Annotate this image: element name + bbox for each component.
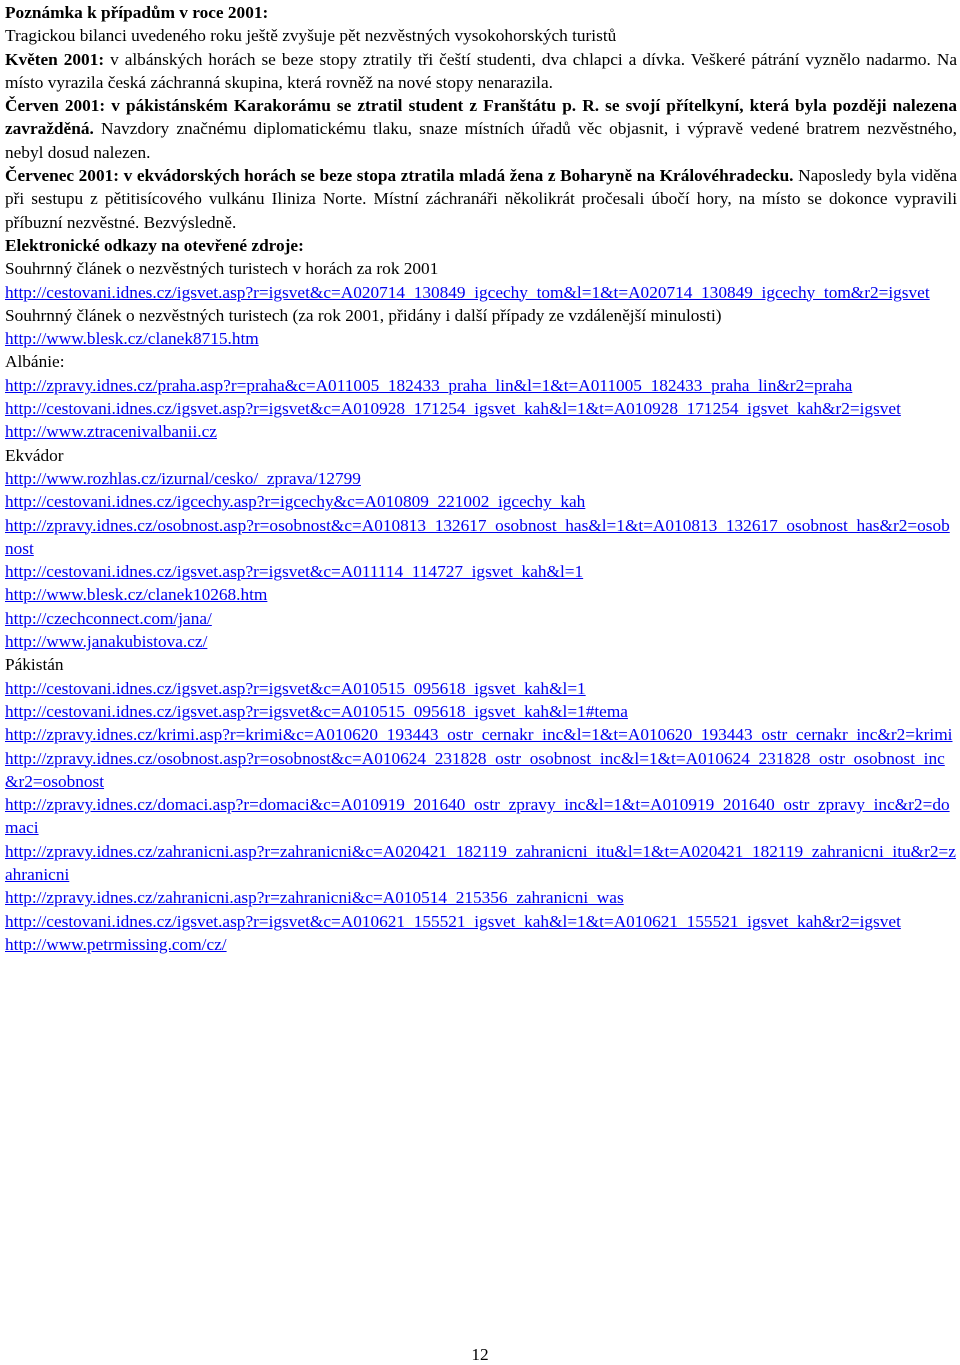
ecuador-link-1[interactable]: http://www.rozhlas.cz/izurnal/cesko/_zprava/12799 — [5, 468, 361, 488]
ecuador-link-4[interactable]: http://cestovani.idnes.cz/igsvet.asp?r=igsvet&c=A011114_114727_igsvet_kah&l=1 — [5, 562, 584, 582]
case-june-paragraph — [5, 94, 957, 164]
case-july-text: Naposledy byla viděna při sestupu z pětitisícového vulkánu Iliniza Norte. Místní záchranáři několikrát pročesali úbočí hory, na místo se dokonce vypravili příbuzní nezvěstné. Bezvýsledně. — [5, 166, 957, 232]
albania-link-3[interactable]: http://www.ztracenivalbanii.cz — [5, 422, 217, 442]
case-july-label: Červenec 2001: — [5, 166, 119, 186]
case-may-label: Květen 2001: — [5, 49, 105, 69]
summary2-text: Souhrnný článek o nezvěstných turistech (za rok 2001, přidány i další případy ze vzdálenější minulosti) — [5, 305, 722, 325]
pakistan-link-2[interactable]: http://cestovani.idnes.cz/igsvet.asp?r=igsvet&c=A010515_095618_igsvet_kah&l=1#tema — [5, 701, 628, 721]
pakistan-link-7[interactable]: http://zpravy.idnes.cz/zahranicni.asp?r=zahranicni&c=A010514_215356_zahranicni_was — [5, 888, 624, 908]
summary1-link-1[interactable]: http://cestovani.idnes.cz/igsvet.asp?r=igsvet&c=A020714_130849_igcechy_tom&l=1&t=A020714_130849_igcechy_tom&r2=igsvet — [5, 282, 930, 302]
case-july-paragraph — [5, 164, 957, 234]
albania-label: Albánie: — [5, 352, 65, 372]
pakistan-link-6[interactable]: http://zpravy.idnes.cz/zahranicni.asp?r=zahranicni&c=A020421_182119_zahranicni_itu&l=1&t=A020421_182119_zahranicni_itu&r2=zahranicni — [5, 841, 956, 884]
case-july-bold-text: v ekvádorských horách se beze stopa ztratila mladá žena z Boharyně na Královéhradecku. — [119, 166, 794, 186]
albania-link-2[interactable]: http://cestovani.idnes.cz/igsvet.asp?r=igsvet&c=A010928_171254_igsvet_kah&l=1&t=A010928_171254_igsvet_kah&r2=igsvet — [5, 399, 901, 419]
case-june-text: Navzdory značnému diplomatickému tlaku, snaze místních úřadů věc objasnit, i výpravě vedené bratrem nezvěstného, nebyl dosud nalezen. — [5, 119, 957, 162]
ecuador-link-2[interactable]: http://cestovani.idnes.cz/igcechy.asp?r=igcechy&c=A010809_221002_igcechy_kah — [5, 492, 586, 512]
case-june-bold-text: v pákistánském Karakorámu se ztratil student z Franštátu p. R. se svojí přítelkyní, která byla později nalezena zavražděná. — [5, 96, 957, 139]
case-june-label: Červen 2001: — [5, 96, 106, 116]
links-heading: Elektronické odkazy na otevřené zdroje: — [5, 235, 304, 255]
pakistan-link-4[interactable]: http://zpravy.idnes.cz/osobnost.asp?r=osobnost&c=A010624_231828_ostr_osobnost_inc&l=1&t=A010624_231828_ostr_osobnost_inc&r2=osobnost — [5, 748, 945, 791]
albania-link-1[interactable]: http://zpravy.idnes.cz/praha.asp?r=praha&c=A011005_182433_praha_lin&l=1&t=A011005_182433_praha_lin&r2=praha — [5, 375, 853, 395]
pakistan-link-5[interactable]: http://zpravy.idnes.cz/domaci.asp?r=domaci&c=A010919_201640_ostr_zpravy_inc&l=1&t=A010919_201640_ostr_zpravy_inc&r2=domaci — [5, 795, 950, 838]
case-may-text: v albánských horách se beze stopy ztratily tři čeští studenti, dva chlapci a dívka. Veškeré pátrání vyznělo nadarmo. Na místo vyrazila česká záchranná skupina, která rovněž na nové stopy nenarazila. — [5, 49, 957, 92]
pakistan-label: Pákistán — [5, 655, 64, 675]
case-may-paragraph — [5, 48, 957, 95]
ecuador-link-5[interactable]: http://www.blesk.cz/clanek10268.htm — [5, 585, 268, 605]
intro-paragraph: Tragickou bilanci uvedeného roku ještě zvyšuje pět nezvěstných vysokohorských turistů — [5, 26, 617, 46]
page-number: 12 — [471, 1345, 489, 1364]
ecuador-link-6[interactable]: http://czechconnect.com/jana/ — [5, 608, 212, 628]
pakistan-link-8[interactable]: http://cestovani.idnes.cz/igsvet.asp?r=igsvet&c=A010621_155521_igsvet_kah&l=1&t=A010621_155521_igsvet_kah&r2=igsvet — [5, 911, 901, 931]
section-heading: Poznámka k případům v roce 2001: — [5, 3, 269, 22]
ecuador-link-7[interactable]: http://www.janakubistova.cz/ — [5, 632, 208, 652]
ecuador-label: Ekvádor — [5, 445, 64, 465]
ecuador-link-3[interactable]: http://zpravy.idnes.cz/osobnost.asp?r=osobnost&c=A010813_132617_osobnost_has&l=1&t=A010813_132617_osobnost_has&r2=osobnost — [5, 515, 950, 558]
summary2-link-1[interactable]: http://www.blesk.cz/clanek8715.htm — [5, 329, 259, 349]
pakistan-link-3[interactable]: http://zpravy.idnes.cz/krimi.asp?r=krimi&c=A010620_193443_ostr_cernakr_inc&l=1&t=A010620_193443_ostr_cernakr_inc&r2=krimi — [5, 725, 953, 745]
document-page — [5, 1, 957, 956]
summary1-text: Souhrnný článek o nezvěstných turistech v horách za rok 2001 — [5, 259, 439, 279]
pakistan-link-9[interactable]: http://www.petrmissing.com/cz/ — [5, 934, 227, 954]
pakistan-link-1[interactable]: http://cestovani.idnes.cz/igsvet.asp?r=igsvet&c=A010515_095618_igsvet_kah&l=1 — [5, 678, 586, 698]
